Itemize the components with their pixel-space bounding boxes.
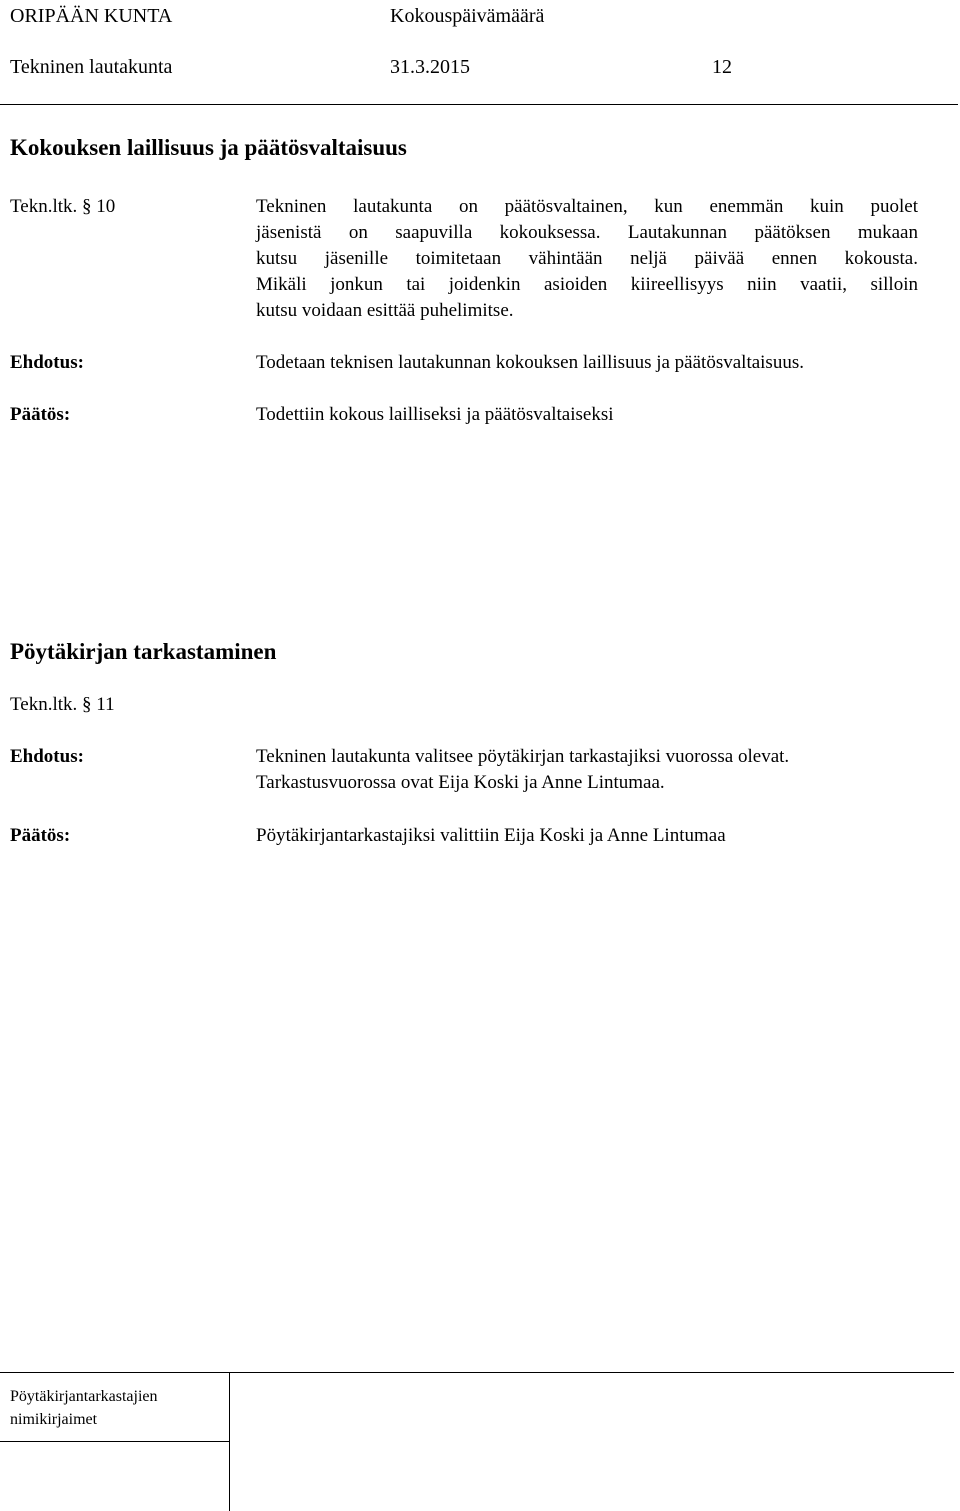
body-line: Tekninen lautakunta on päätösvaltainen, kun enemmän kuin puolet bbox=[256, 196, 918, 217]
signature-label: Pöytäkirjantarkastajien bbox=[10, 1388, 158, 1405]
footer-top-rule bbox=[0, 1372, 954, 1373]
decision-label: Päätös: bbox=[10, 404, 71, 425]
committee-name: Tekninen lautakunta bbox=[10, 56, 173, 78]
body-line: jäsenistä on saapuvilla kokouksessa. Lautakunnan päätöksen mukaan bbox=[256, 222, 918, 243]
body-line: Mikäli jonkun tai joidenkin asioiden kiireellisyys niin vaatii, silloin bbox=[256, 274, 918, 295]
footer-label-rule bbox=[0, 1441, 230, 1442]
signature-label-line2: nimikirjaimet bbox=[10, 1411, 98, 1428]
proposal-text-line: Tarkastusvuorossa ovat Eija Koski ja Anne Lintumaa. bbox=[256, 772, 665, 793]
proposal-label: Ehdotus: bbox=[10, 352, 84, 373]
section-title: Pöytäkirjan tarkastaminen bbox=[10, 639, 277, 664]
section-reference: Tekn.ltk. § 11 bbox=[10, 694, 115, 715]
meeting-date: 31.3.2015 bbox=[390, 56, 470, 78]
municipality-name: ORIPÄÄN KUNTA bbox=[10, 5, 173, 27]
body-line: kutsu voidaan esittää puhelimitse. bbox=[256, 300, 514, 321]
section-title: Kokouksen laillisuus ja päätösvaltaisuus bbox=[10, 135, 407, 160]
section-body-text bbox=[256, 194, 918, 324]
decision-text: Todettiin kokous lailliseksi ja päätösvaltaiseksi bbox=[256, 404, 614, 425]
proposal-text: Todetaan teknisen lautakunnan kokouksen laillisuus ja päätösvaltaisuus. bbox=[256, 352, 804, 373]
proposal-label: Ehdotus: bbox=[10, 746, 84, 767]
section-reference: Tekn.ltk. § 10 bbox=[10, 196, 116, 217]
decision-text: Pöytäkirjantarkastajiksi valittiin Eija Koski ja Anne Lintumaa bbox=[256, 825, 726, 846]
decision-label: Päätös: bbox=[10, 825, 71, 846]
body-line: kutsu jäsenille toimitetaan vähintään neljä päivää ennen kokousta. bbox=[256, 248, 918, 269]
header-divider bbox=[0, 104, 958, 105]
meeting-date-label: Kokouspäivämäärä bbox=[390, 5, 545, 27]
proposal-text-line: Tekninen lautakunta valitsee pöytäkirjan tarkastajiksi vuorossa olevat. bbox=[256, 746, 790, 767]
page-number: 12 bbox=[712, 56, 732, 78]
